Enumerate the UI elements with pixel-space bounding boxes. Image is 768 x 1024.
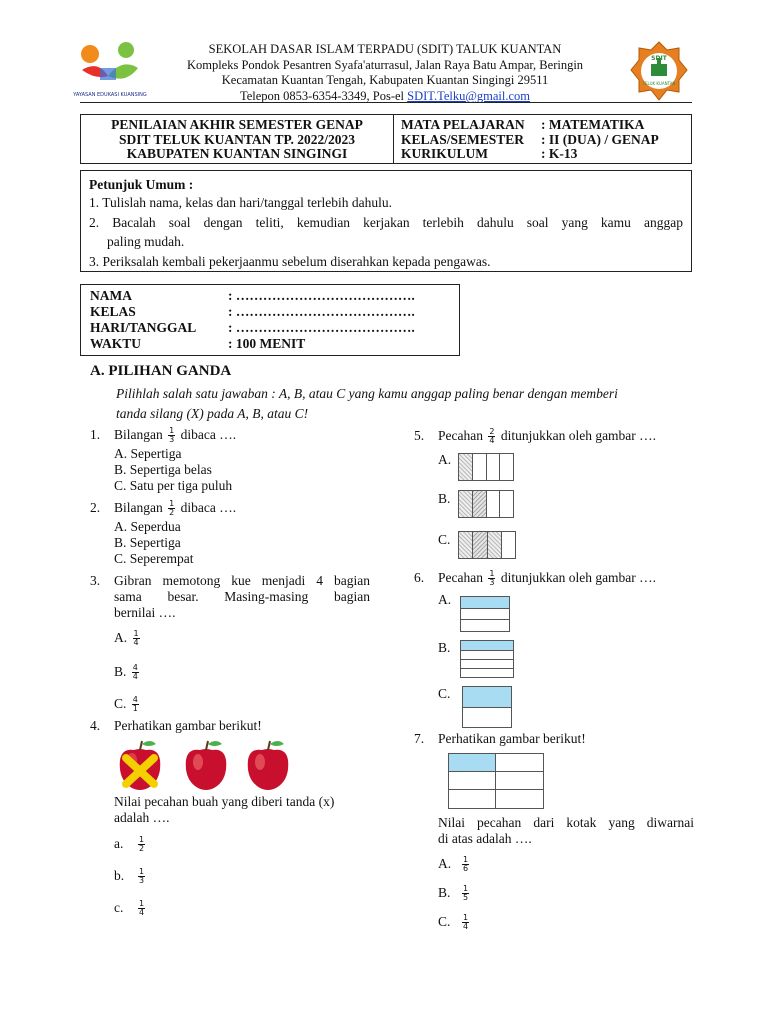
time-field: WAKTU : 100 MENIT bbox=[90, 336, 306, 351]
option[interactable]: B. Sepertiga belas bbox=[114, 462, 212, 478]
fraction-box-a[interactable] bbox=[460, 596, 510, 632]
option[interactable]: C. bbox=[438, 532, 451, 547]
option[interactable]: B. bbox=[438, 640, 451, 655]
foundation-logo bbox=[73, 40, 147, 102]
question-3: 3. Gibran memotong kue menjadi 4 bagian sama besar. Masing-masing bagian bernilai …. bbox=[90, 573, 370, 620]
school-contact: Telepon 0853-6354-3349, Pos-el SDIT.Telku@gmail.com bbox=[239, 88, 531, 103]
fraction-strip-a[interactable] bbox=[458, 453, 514, 481]
exam-details: MATA PELAJARAN : MATEMATIKA KELAS/SEMESTER : II (DUA) / GENAP KURIKULUM : K-13 bbox=[401, 117, 659, 161]
option[interactable]: C. $\frac{1}{4}$ bbox=[438, 913, 469, 932]
option[interactable]: A. bbox=[438, 592, 452, 607]
question-5: 5. Pecahan $\frac{2}{4}$ ditunjukkan oleh gambar …. bbox=[414, 427, 657, 446]
school-address: Kompleks Pondok Pesantren Syafa'aturrasul, Jalan Raya Batu Ampar, Beringin bbox=[186, 57, 584, 72]
school-logo bbox=[627, 40, 691, 102]
option[interactable]: B. Sepertiga bbox=[114, 535, 181, 551]
apple-icon bbox=[186, 741, 227, 790]
question-7-text: Nilai pecahan dari kotak yang diwarnai di atas adalah …. bbox=[438, 815, 694, 846]
option[interactable]: A. Sepertiga bbox=[114, 446, 182, 462]
option[interactable]: a. $\frac{1}{2}$ bbox=[114, 835, 145, 854]
option[interactable]: b. $\frac{1}{3}$ bbox=[114, 867, 145, 886]
identity-box bbox=[80, 284, 460, 356]
question-4: 4. Perhatikan gambar berikut! bbox=[90, 718, 262, 733]
option[interactable]: B. bbox=[438, 491, 451, 506]
option[interactable]: B. $\frac{1}{5}$ bbox=[438, 884, 469, 903]
option[interactable]: A. bbox=[438, 452, 452, 467]
instruction-item: 1. Tulislah nama, kelas dan hari/tanggal terlebih dahulu. bbox=[89, 195, 392, 210]
school-name: SEKOLAH DASAR ISLAM TERPADU (SDIT) TALUK KUANTAN bbox=[208, 42, 562, 56]
option[interactable]: C. $\frac{4}{1}$ bbox=[114, 695, 138, 714]
fraction-box-c[interactable] bbox=[462, 686, 512, 728]
option[interactable]: A. Seperdua bbox=[114, 519, 181, 535]
email-link[interactable]: SDIT.Telku@gmail.com bbox=[407, 88, 531, 103]
school-header bbox=[150, 42, 620, 104]
apples-figure bbox=[112, 738, 302, 794]
logo-caption: YAYASAN EDUKASI KUANSING bbox=[73, 92, 147, 98]
section-title: A. PILIHAN GANDA bbox=[90, 363, 232, 379]
option[interactable]: C. Satu per tiga puluh bbox=[114, 478, 233, 494]
class-field[interactable]: KELAS : …………………………………. bbox=[90, 304, 415, 319]
date-field[interactable]: HARI/TANGGAL : …………………………………. bbox=[90, 320, 415, 335]
question-4-text: Nilai pecahan buah yang diberi tanda (x) adalah …. bbox=[114, 794, 335, 825]
svg-text:TELUK KUANTAN: TELUK KUANTAN bbox=[642, 81, 676, 86]
option[interactable]: c. $\frac{1}{4}$ bbox=[114, 899, 145, 918]
school-district: Kecamatan Kuantan Tengah, Kabupaten Kuantan Singingi 29511 bbox=[221, 73, 549, 87]
instructions-title: Petunjuk Umum : bbox=[89, 177, 194, 192]
fraction-strip-c[interactable] bbox=[458, 531, 516, 559]
apple-icon bbox=[248, 741, 289, 790]
option[interactable]: A. $\frac{1}{6}$ bbox=[438, 855, 469, 874]
fraction-box-b[interactable] bbox=[460, 640, 514, 678]
svg-text:SDIT: SDIT bbox=[651, 55, 667, 62]
grid-figure bbox=[448, 753, 544, 809]
option[interactable]: A. $\frac{1}{4}$ bbox=[114, 629, 139, 648]
instruction-item: 2. Bacalah soal dengan teliti, kemudian kerjakan terlebih dahulu soal yang kamu anggap bbox=[89, 214, 683, 230]
exam-info-box bbox=[80, 114, 692, 164]
section-instruction: Pilihlah salah satu jawaban : A, B, atau C yang kamu anggap paling benar dengan memberi tanda silang (X) pada A, B, atau C! bbox=[116, 386, 618, 421]
exam-title: PENILAIAN AKHIR SEMESTER GENAP SDIT TELUK KUANTAN TP. 2022/2023 KABUPATEN KUANTAN SINGINGI bbox=[111, 117, 363, 161]
instructions-box bbox=[80, 170, 692, 272]
option[interactable]: C. bbox=[438, 686, 451, 701]
question-6: 6. Pecahan $\frac{1}{3}$ ditunjukkan oleh gambar …. bbox=[414, 569, 657, 588]
name-field[interactable]: NAMA : …………………………………. bbox=[90, 288, 415, 303]
apple-crossed-icon bbox=[120, 741, 161, 790]
question-1: 1. Bilangan $\frac{1}{3}$ dibaca …. A. Sepertiga B. Sepertiga belas C. Satu per tiga puluh bbox=[90, 427, 380, 494]
header-divider bbox=[80, 102, 692, 103]
instruction-item: paling mudah. bbox=[107, 234, 185, 249]
question-7: 7. Perhatikan gambar berikut! bbox=[414, 731, 586, 746]
instruction-item: 3. Periksalah kembali pekerjaanmu sebelum diserahkan kepada pengawas. bbox=[89, 253, 491, 269]
fraction-strip-b[interactable] bbox=[458, 490, 514, 518]
question-2: 2. Bilangan $\frac{1}{2}$ dibaca …. A. Seperdua B. Sepertiga C. Seperempat bbox=[90, 500, 380, 567]
option[interactable]: C. Seperempat bbox=[114, 551, 194, 567]
option[interactable]: B. $\frac{4}{4}$ bbox=[114, 663, 138, 682]
